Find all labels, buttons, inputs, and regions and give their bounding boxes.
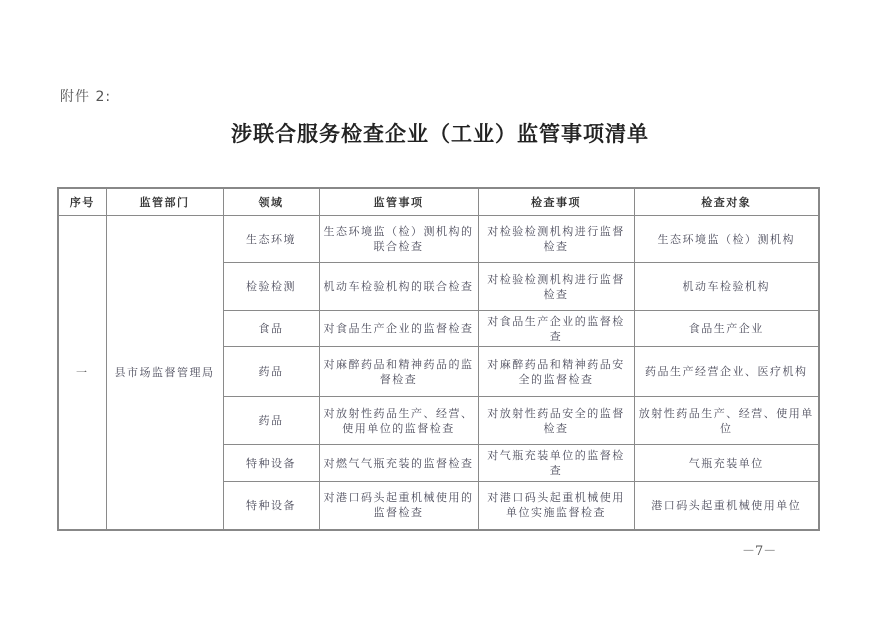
page-number: －7－ <box>742 544 777 559</box>
header-field: 领域 <box>223 188 319 216</box>
field: 检验检测 <box>223 263 319 311</box>
field: 特种设备 <box>223 445 319 482</box>
header-supervision-item: 监管事项 <box>319 188 478 216</box>
inspection-item: 对食品生产企业的监督检查 <box>478 311 634 347</box>
supervision-item: 对港口码头起重机械使用的监督检查 <box>319 482 478 530</box>
supervision-item: 机动车检验机构的联合检查 <box>319 263 478 311</box>
header-inspection-item: 检查事项 <box>478 188 634 216</box>
supervision-item: 对麻醉药品和精神药品的监督检查 <box>319 347 478 397</box>
department: 县市场监督管理局 <box>106 216 223 530</box>
inspection-target: 港口码头起重机械使用单位 <box>634 482 819 530</box>
field: 药品 <box>223 347 319 397</box>
inspection-target: 放射性药品生产、经营、使用单位 <box>634 397 819 445</box>
supervision-table <box>57 187 820 531</box>
inspection-target: 气瓶充装单位 <box>634 445 819 482</box>
table-row <box>58 216 819 263</box>
header-inspection-target: 检查对象 <box>634 188 819 216</box>
table-header-row <box>58 188 819 216</box>
supervision-item: 生态环境监（检）测机构的联合检查 <box>319 216 478 263</box>
header-index: 序号 <box>58 188 106 216</box>
inspection-item: 对检验检测机构进行监督检查 <box>478 216 634 263</box>
inspection-target: 生态环境监（检）测机构 <box>634 216 819 263</box>
supervision-item: 对放射性药品生产、经营、使用单位的监督检查 <box>319 397 478 445</box>
document-title: 涉联合服务检查企业（工业）监管事项清单 <box>231 122 649 146</box>
header-department: 监管部门 <box>106 188 223 216</box>
inspection-target: 机动车检验机构 <box>634 263 819 311</box>
field: 特种设备 <box>223 482 319 530</box>
supervision-item: 对燃气气瓶充装的监督检查 <box>319 445 478 482</box>
attachment-label: 附件 2: <box>60 89 112 105</box>
inspection-item: 对放射性药品安全的监督检查 <box>478 397 634 445</box>
field: 药品 <box>223 397 319 445</box>
inspection-target: 食品生产企业 <box>634 311 819 347</box>
supervision-item: 对食品生产企业的监督检查 <box>319 311 478 347</box>
inspection-target: 药品生产经营企业、医疗机构 <box>634 347 819 397</box>
field: 食品 <box>223 311 319 347</box>
inspection-item: 对麻醉药品和精神药品安全的监督检查 <box>478 347 634 397</box>
field: 生态环境 <box>223 216 319 263</box>
inspection-item: 对港口码头起重机械使用单位实施监督检查 <box>478 482 634 530</box>
inspection-item: 对检验检测机构进行监督检查 <box>478 263 634 311</box>
row-index: 一 <box>58 216 106 530</box>
inspection-item: 对气瓶充装单位的监督检查 <box>478 445 634 482</box>
